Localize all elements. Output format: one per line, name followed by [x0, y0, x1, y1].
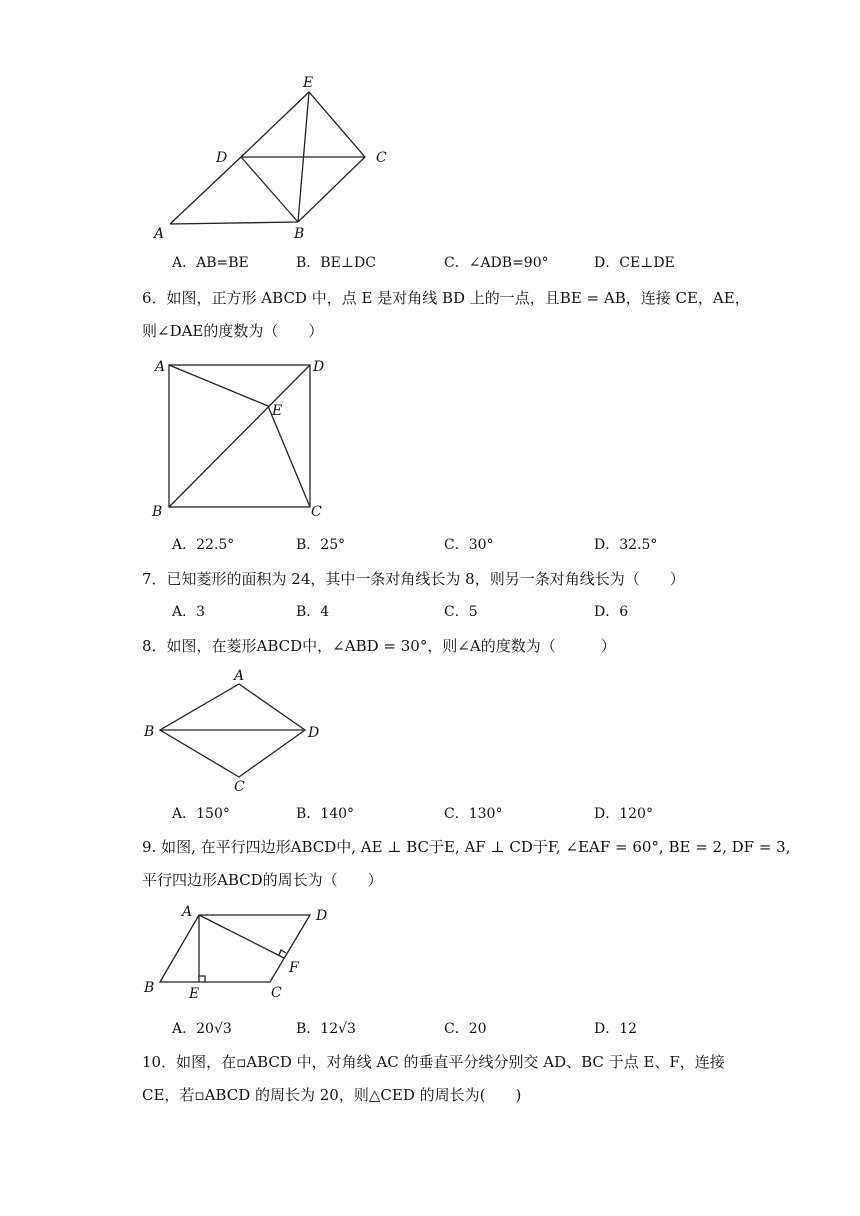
q9-option-b[interactable]: B．12√3 [296, 1021, 356, 1037]
q10-stem-line1: 10．如图，在▫ABCD 中，对角线 AC 的垂直平分线分别交 AD、BC 于点 E、F，连接 [142, 1053, 725, 1071]
fig6-label-b: B [152, 504, 163, 520]
fig9-label-f: F [289, 960, 299, 976]
q9-option-a[interactable]: A．20√3 [172, 1021, 232, 1037]
q10-stem-line2: CE，若▫ABCD 的周长为 20，则△CED 的周长为( ) [142, 1086, 522, 1104]
fig9-label-b: B [144, 980, 155, 996]
q7-option-c[interactable]: C．5 [444, 604, 478, 620]
fig9-label-a: A [182, 904, 193, 920]
q9-option-c[interactable]: C．20 [444, 1021, 487, 1037]
fig5-label-b: B [294, 226, 305, 242]
fig9-label-e: E [189, 986, 200, 1002]
fig8-label-a: A [234, 668, 245, 684]
fig6-label-a: A [155, 359, 166, 375]
fig8-label-d: D [308, 725, 320, 741]
q6-option-c[interactable]: C．30° [444, 537, 494, 553]
fig6-label-d: D [313, 359, 325, 375]
q8-option-b[interactable]: B．140° [296, 806, 355, 822]
q7-option-a[interactable]: A．3 [172, 604, 206, 620]
q5-option-b[interactable]: B．BE⊥DC [296, 255, 376, 271]
figure-q9 [138, 900, 338, 1008]
fig5-label-e: E [303, 75, 314, 91]
fig6-diagonal-bd [169, 365, 310, 507]
fig9-right-angle-e [199, 976, 205, 982]
fig9-altitude-af [199, 915, 284, 958]
fig9-label-c: C [271, 985, 282, 1001]
fig9-right-angle-f [279, 950, 286, 955]
fig6-label-c: C [311, 504, 322, 520]
fig9-parallelogram [160, 915, 310, 982]
q5-option-d[interactable]: D．CE⊥DE [594, 255, 675, 271]
fig5-segment-db [241, 157, 298, 222]
q6-option-d[interactable]: D．32.5° [594, 537, 658, 553]
q6-stem-line1: 6．如图，正方形 ABCD 中，点 E 是对角线 BD 上的一点，且BE = AB，连接 CE，AE， [142, 289, 750, 307]
q7-stem-line1: 7．已知菱形的面积为 24，其中一条对角线长为 8，则另一条对角线长为（ ） [142, 570, 685, 588]
figure-q8 [140, 664, 330, 794]
fig9-label-d: D [316, 908, 328, 924]
q8-option-a[interactable]: A．150° [172, 806, 230, 822]
q6-option-b[interactable]: B．25° [296, 537, 346, 553]
figure-q5 [150, 70, 400, 245]
fig8-label-b: B [144, 724, 155, 740]
fig5-label-c: C [376, 150, 387, 166]
q5-option-a[interactable]: A．AB=BE [172, 255, 249, 271]
q5-option-c[interactable]: C．∠ADB=90° [444, 255, 549, 271]
q6-stem-line2: 则∠DAE的度数为（ ） [142, 322, 324, 340]
fig5-outline [170, 92, 365, 224]
fig6-label-e: E [272, 403, 283, 419]
fig5-label-d: D [216, 150, 228, 166]
fig6-segment-ec [268, 406, 310, 507]
q8-stem-line1: 8．如图，在菱形ABCD中，∠ABD = 30°，则∠A的度数为（ ） [142, 637, 616, 655]
fig5-label-a: A [154, 226, 165, 242]
figure-q6 [148, 352, 338, 524]
q9-option-d[interactable]: D．12 [594, 1021, 638, 1037]
q6-option-a[interactable]: A．22.5° [172, 537, 235, 553]
q7-option-d[interactable]: D．6 [594, 604, 629, 620]
fig6-segment-ae [169, 365, 268, 406]
q9-stem-line1: 9. 如图, 在平行四边形ABCD中, AE ⊥ BC于E, AF ⊥ CD于F, ∠EAF = 60°, BE = 2, DF = 3, [142, 838, 791, 856]
q8-option-c[interactable]: C．130° [444, 806, 503, 822]
q8-option-d[interactable]: D．120° [594, 806, 653, 822]
fig8-label-c: C [234, 779, 245, 794]
q9-stem-line2: 平行四边形ABCD的周长为（ ） [142, 871, 383, 889]
q7-option-b[interactable]: B．4 [296, 604, 330, 620]
